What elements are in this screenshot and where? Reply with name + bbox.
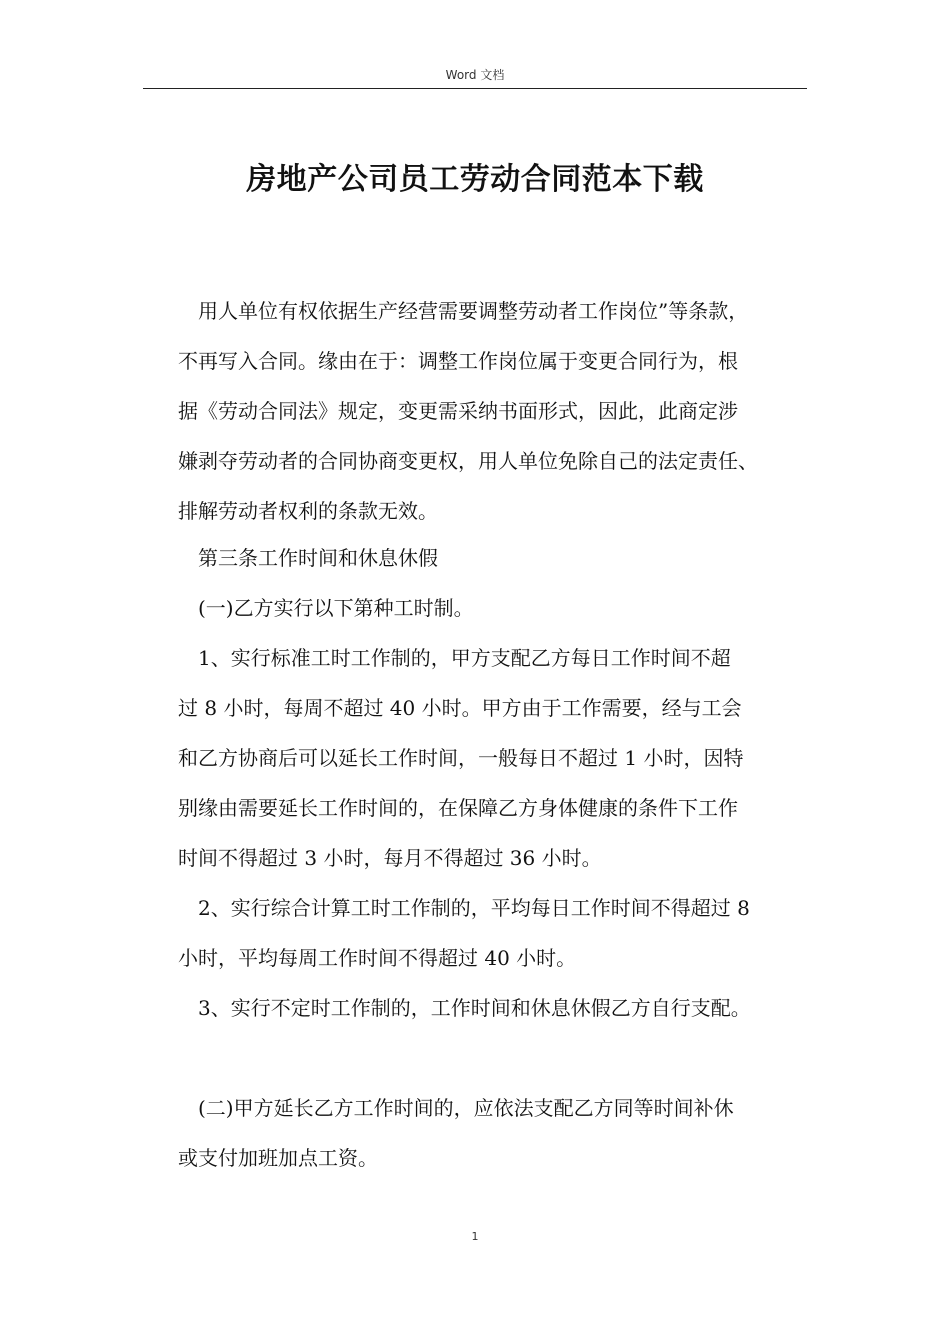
paragraph-section-two: [178, 1083, 818, 1183]
paragraph-line: (一)乙方实行以下第种工时制。: [198, 596, 474, 620]
paragraph-line: 2、实行综合计算工时工作制的，平均每日工作时间不得超过 8: [198, 896, 750, 920]
paragraph-standard-hours: [178, 633, 818, 883]
paragraph-line: 据《劳动合同法》规定，变更需采纳书面形式，因此，此商定涉: [178, 399, 738, 423]
paragraph-section-one: [178, 583, 818, 633]
header-divider: [143, 88, 807, 89]
article-heading: [178, 533, 818, 583]
paragraph-line: 和乙方协商后可以延长工作时间，一般每日不超过 1 小时，因特: [178, 746, 744, 770]
document-title: 房地产公司员工劳动合同范本下载: [246, 162, 704, 197]
paragraph-job-adjustment: [178, 286, 818, 536]
paragraph-flexible-hours: [178, 983, 818, 1033]
paragraph-line: 用人单位有权依据生产经营需要调整劳动者工作岗位”等条款，: [198, 299, 749, 323]
page-header: Word 文档: [445, 68, 505, 82]
page-number: 1: [471, 1230, 479, 1243]
paragraph-line: 时间不得超过 3 小时，每月不得超过 36 小时。: [178, 846, 602, 870]
paragraph-line: 排解劳动者权利的条款无效。: [178, 499, 438, 523]
paragraph-line: 3、实行不定时工作制的，工作时间和休息休假乙方自行支配。: [198, 996, 751, 1020]
paragraph-line: (二)甲方延长乙方工作时间的，应依法支配乙方同等时间补休: [198, 1096, 734, 1120]
paragraph-line: 嫌剥夺劳动者的合同协商变更权，用人单位免除自己的法定责任、: [178, 449, 758, 473]
paragraph-line: 过 8 小时，每周不超过 40 小时。甲方由于工作需要，经与工会: [178, 696, 742, 720]
paragraph-line: 别缘由需要延长工作时间的，在保障乙方身体健康的条件下工作: [178, 796, 738, 820]
paragraph-line: 第三条工作时间和休息休假: [198, 546, 438, 570]
paragraph-line: 1、实行标准工时工作制的，甲方支配乙方每日工作时间不超: [198, 646, 731, 670]
paragraph-line: 或支付加班加点工资。: [178, 1146, 378, 1170]
paragraph-line: 不再写入合同。缘由在于：调整工作岗位属于变更合同行为，根: [178, 349, 738, 373]
paragraph-line: 小时，平均每周工作时间不得超过 40 小时。: [178, 946, 577, 970]
paragraph-comprehensive-hours: [178, 883, 818, 983]
